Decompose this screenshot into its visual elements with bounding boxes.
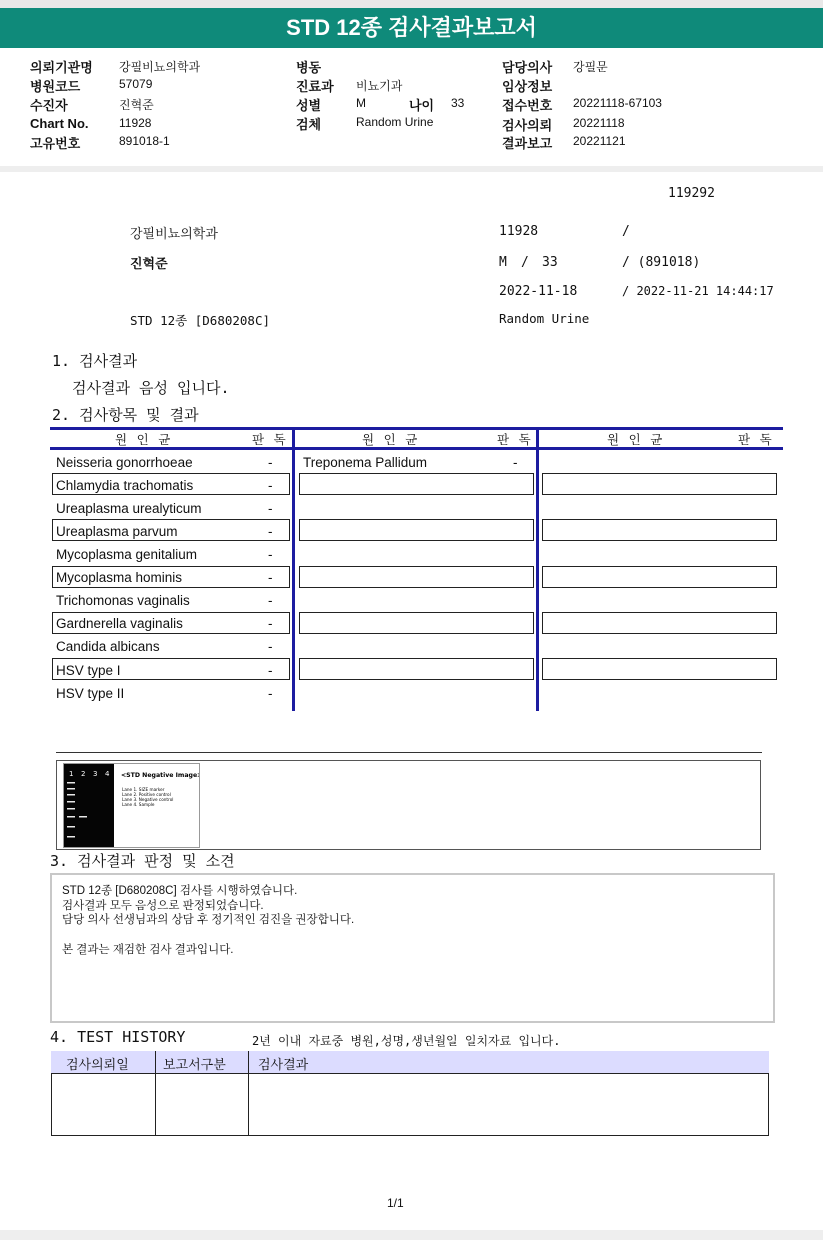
section4-title: 4. TEST HISTORY	[50, 1028, 186, 1046]
section4-note: 2년 이내 자료중 병원,성명,생년월일 일치자료 입니다.	[252, 1034, 561, 1048]
gel-legend-line: Lane 1. SIZE marker	[122, 787, 165, 792]
gel-legend-line: Lane 3. Negative control	[122, 797, 174, 802]
row-box	[542, 473, 777, 495]
age-label: 나이	[409, 98, 435, 113]
hospital-label: 의뢰기관명	[30, 60, 93, 75]
report-label: 결과보고	[502, 136, 553, 151]
doc-birth: / (891018)	[622, 255, 701, 270]
pathogen-name: Mycoplasma hominis	[56, 570, 183, 585]
section1-summary: 검사결과 음성 입니다.	[72, 379, 230, 397]
doctor-label: 담당의사	[502, 60, 553, 75]
pathogen-result: -	[268, 524, 273, 539]
pathogen-name: Treponema Pallidum	[303, 455, 428, 470]
row-box	[299, 566, 534, 588]
receipt-value: 20221118-67103	[573, 96, 662, 110]
gel-image-graphic	[64, 764, 199, 847]
doc-test-name: STD 12종 [D680208C]	[130, 313, 271, 328]
row-box	[299, 612, 534, 634]
history-header-type: 보고서구분	[163, 1058, 226, 1073]
pathogen-result: -	[268, 501, 273, 516]
dept-label: 진료과	[296, 79, 334, 94]
pathogen-name: Candida albicans	[56, 639, 160, 654]
col-header-result-2: 판 독	[497, 432, 532, 447]
doc-date-request: 2022-11-18	[499, 284, 578, 299]
doctor-value: 강필문	[573, 60, 608, 74]
chart-label: Chart No.	[30, 116, 89, 131]
table-divider-2	[536, 427, 539, 711]
opinion-line: 담당 의사 선생님과의 상담 후 정기적인 검진을 권장합니다.	[62, 914, 355, 926]
gel-legend-line: Lane 4. Sample	[122, 802, 155, 807]
doc-hospital: 강필비뇨의학과	[130, 226, 218, 241]
row-box	[542, 658, 777, 680]
gel-lane-label: 1	[69, 770, 74, 778]
col-header-pathogen-2: 원 인 균	[362, 432, 419, 447]
receipt-label: 접수번호	[502, 98, 553, 113]
pathogen-result: -	[268, 455, 273, 470]
pathogen-result: -	[268, 616, 273, 631]
patient-value: 진혁준	[119, 98, 154, 112]
age-value: 33	[451, 96, 465, 110]
history-divider	[155, 1051, 156, 1136]
pathogen-result: -	[268, 639, 273, 654]
document-id: 119292	[668, 186, 715, 201]
info-separator	[0, 166, 823, 172]
ward-label: 병동	[296, 60, 322, 75]
clinical-label: 임상정보	[502, 79, 553, 94]
opinion-line: 본 결과는 재검한 검사 결과입니다.	[62, 944, 234, 956]
report-title: STD 12종 검사결과보고서	[0, 8, 823, 48]
gel-image	[63, 763, 200, 848]
unique-value: 891018-1	[119, 134, 170, 148]
code-label: 병원코드	[30, 79, 81, 94]
history-table-header	[51, 1051, 769, 1074]
pathogen-name: Neisseria gonorrhoeae	[56, 455, 193, 470]
patient-label: 수진자	[30, 98, 68, 113]
col-header-result-1: 판 독	[252, 432, 287, 447]
doc-slash: /	[622, 224, 630, 239]
sex-value: M	[356, 96, 366, 110]
pathogen-result: -	[268, 686, 273, 701]
col-header-pathogen-1: 원 인 균	[115, 432, 172, 447]
chart-value: 11928	[119, 116, 152, 130]
dept-value: 비뇨기과	[356, 79, 403, 93]
top-edge	[0, 0, 823, 8]
page-number: 1/1	[387, 1196, 404, 1210]
doc-age: 33	[542, 255, 558, 270]
request-label: 검사의뢰	[502, 118, 553, 133]
pathogen-name: Ureaplasma parvum	[56, 524, 178, 539]
pathogen-name: Ureaplasma urealyticum	[56, 501, 202, 516]
image-rule	[56, 752, 762, 753]
pathogen-result: -	[268, 663, 273, 678]
row-box	[542, 612, 777, 634]
gel-lane-label: 2	[81, 770, 86, 778]
specimen-label: 검체	[296, 117, 322, 132]
opinion-line: STD 12종 [D680208C] 검사를 시행하였습니다.	[62, 885, 298, 897]
section3-title: 3. 검사결과 판정 및 소견	[50, 852, 235, 870]
section1-title: 1. 검사결과	[52, 352, 138, 370]
pathogen-name: Chlamydia trachomatis	[56, 478, 194, 493]
pathogen-result: -	[268, 593, 273, 608]
bottom-edge	[0, 1230, 823, 1240]
doc-chart: 11928	[499, 224, 539, 239]
doc-specimen: Random Urine	[499, 311, 590, 326]
row-box	[542, 519, 777, 541]
row-box	[299, 473, 534, 495]
section2-title: 2. 검사항목 및 결과	[52, 406, 199, 424]
doc-date-report: / 2022-11-21 14:44:17	[622, 284, 774, 298]
code-value: 57079	[119, 77, 153, 91]
pathogen-result: -	[268, 547, 273, 562]
gel-image-title: <STD Negative Image>	[121, 772, 199, 779]
doc-sex: M	[499, 255, 507, 270]
pathogen-result: -	[513, 455, 518, 470]
pathogen-name: HSV type II	[56, 686, 125, 701]
table-divider-1	[292, 427, 295, 711]
opinion-line: 검사결과 모두 음성으로 판정되었습니다.	[62, 900, 264, 912]
pathogen-name: Trichomonas vaginalis	[56, 593, 190, 608]
row-box	[299, 658, 534, 680]
opinion-box	[50, 873, 775, 1023]
pathogen-name: Mycoplasma genitalium	[56, 547, 198, 562]
doc-sep: /	[521, 255, 529, 270]
pathogen-result: -	[268, 478, 273, 493]
row-box	[299, 519, 534, 541]
row-box	[542, 566, 777, 588]
pathogen-name: HSV type I	[56, 663, 121, 678]
history-divider	[248, 1051, 249, 1136]
col-header-pathogen-3: 원 인 균	[607, 432, 664, 447]
pathogen-name: Gardnerella vaginalis	[56, 616, 183, 631]
hospital-value: 강필비뇨의학과	[119, 60, 201, 74]
doc-patient: 진혁준	[130, 256, 168, 271]
history-header-result: 검사결과	[258, 1058, 309, 1073]
info-panel	[0, 48, 823, 166]
specimen-value: Random Urine	[356, 115, 434, 129]
gel-lane-label: 4	[105, 770, 110, 778]
history-header-date: 검사의뢰일	[66, 1058, 129, 1073]
unique-label: 고유번호	[30, 136, 81, 151]
gel-lane-label: 3	[93, 770, 98, 778]
report-value: 20221121	[573, 134, 626, 148]
pathogen-result: -	[268, 570, 273, 585]
sex-label: 성별	[296, 98, 322, 113]
col-header-result-3: 판 독	[738, 432, 773, 447]
gel-legend-line: Lane 2. Positive control	[122, 792, 171, 797]
request-value: 20221118	[573, 116, 625, 130]
